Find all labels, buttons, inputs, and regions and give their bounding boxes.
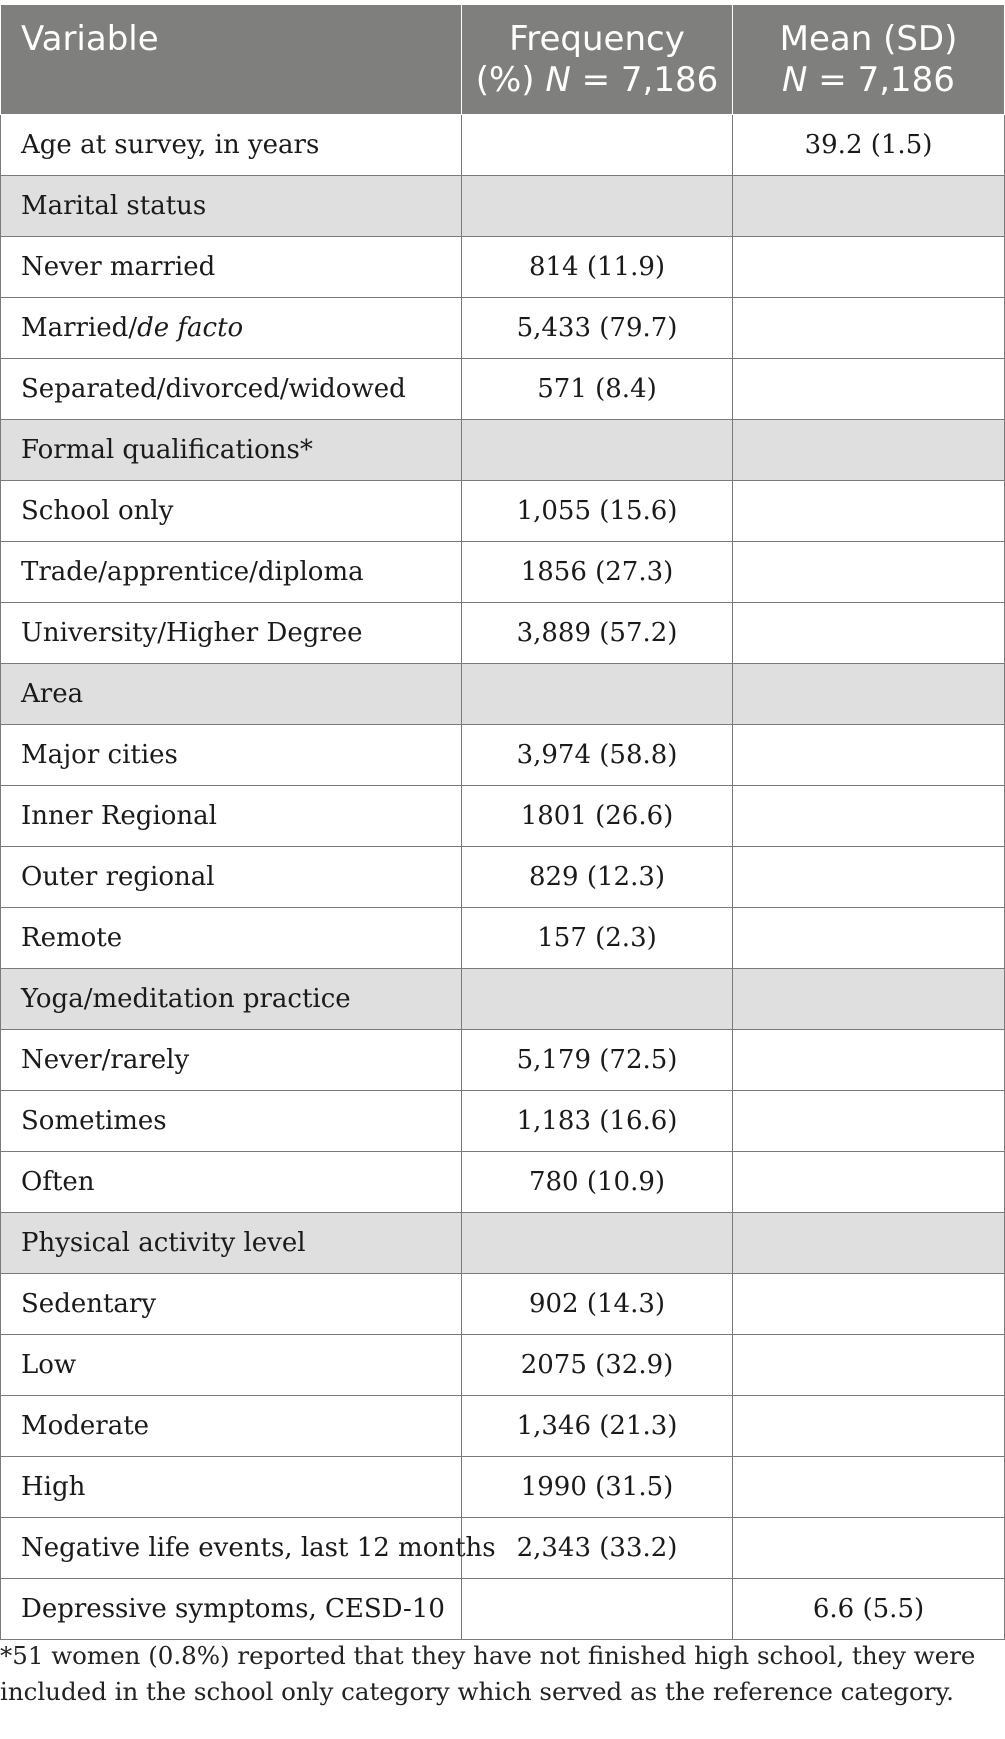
frequency-cell: 3,889 (57.2) [462,603,733,664]
row-label: Moderate [1,1396,462,1457]
frequency-cell: 1990 (31.5) [462,1457,733,1518]
mean-cell [733,1274,1005,1335]
frequency-cell: 571 (8.4) [462,359,733,420]
row-label: University/Higher Degree [1,603,462,664]
frequency-cell: 814 (11.9) [462,237,733,298]
frequency-cell [462,664,733,725]
header-mean [733,5,1005,115]
mean-cell [733,725,1005,786]
mean-cell [733,1091,1005,1152]
header-frequency-line1: Frequency [509,18,685,59]
header-frequency [462,5,733,115]
row-label [1,298,462,359]
row-label-text: Married/ [21,313,138,343]
row-label: Low [1,1335,462,1396]
row-label: Often [1,1152,462,1213]
table-row [1,1457,1005,1518]
table-row [1,1396,1005,1457]
frequency-cell: 1,055 (15.6) [462,481,733,542]
header-row [1,5,1005,115]
table-row [1,298,1005,359]
frequency-cell [462,1213,733,1274]
table-row [1,603,1005,664]
mean-cell [733,420,1005,481]
frequency-cell [462,176,733,237]
frequency-cell [462,969,733,1030]
frequency-cell: 2,343 (33.2) [462,1518,733,1579]
frequency-cell: 5,179 (72.5) [462,1030,733,1091]
header-frequency-n: N [545,59,571,100]
table-row [1,1579,1005,1640]
frequency-cell [462,420,733,481]
frequency-cell: 5,433 (79.7) [462,298,733,359]
table-row [1,115,1005,176]
mean-cell [733,481,1005,542]
frequency-cell: 1,346 (21.3) [462,1396,733,1457]
section-header-row [1,664,1005,725]
frequency-cell: 1,183 (16.6) [462,1091,733,1152]
header-frequency-line2a: (%) [475,59,546,100]
row-label: Never married [1,237,462,298]
section-label: Area [1,664,462,725]
table-row [1,542,1005,603]
row-label: Trade/apprentice/diploma [1,542,462,603]
mean-cell [733,908,1005,969]
table-row [1,1030,1005,1091]
section-label: Marital status [1,176,462,237]
frequency-cell: 902 (14.3) [462,1274,733,1335]
section-label: Formal qualifications* [1,420,462,481]
table-row [1,786,1005,847]
mean-cell: 6.6 (5.5) [733,1579,1005,1640]
table-row [1,359,1005,420]
row-label: Major cities [1,725,462,786]
mean-cell [733,542,1005,603]
table-row [1,1335,1005,1396]
table-row [1,237,1005,298]
data-table-container [0,4,1004,1640]
row-label: Depressive symptoms, CESD-10 [1,1579,462,1640]
mean-cell [733,1518,1005,1579]
header-variable [1,5,462,115]
table-row [1,1274,1005,1335]
mean-cell [733,969,1005,1030]
frequency-cell [462,1579,733,1640]
section-header-row [1,176,1005,237]
row-label-italic: de facto [137,313,244,343]
row-label: Remote [1,908,462,969]
header-variable-label: Variable [21,19,159,59]
header-frequency-line2b: = 7,186 [570,59,719,100]
mean-cell [733,1030,1005,1091]
mean-cell [733,176,1005,237]
mean-cell: 39.2 (1.5) [733,115,1005,176]
frequency-cell: 3,974 (58.8) [462,725,733,786]
mean-cell [733,603,1005,664]
mean-cell [733,237,1005,298]
table-row [1,1152,1005,1213]
section-label: Yoga/meditation practice [1,969,462,1030]
row-label: School only [1,481,462,542]
mean-cell [733,847,1005,908]
header-mean-n: N [782,59,808,100]
table-row [1,1091,1005,1152]
table-header [1,5,1005,115]
mean-cell [733,1396,1005,1457]
row-label: Inner Regional [1,786,462,847]
row-label: Sometimes [1,1091,462,1152]
mean-cell [733,1457,1005,1518]
row-label: Sedentary [1,1274,462,1335]
section-header-row [1,969,1005,1030]
row-label: Never/rarely [1,1030,462,1091]
mean-cell [733,1335,1005,1396]
table-footnote: *51 women (0.8%) reported that they have not finished high school, they were included in the school only category which served as the reference category. [0,1641,976,1706]
table-row [1,725,1005,786]
row-label: Negative life events, last 12 months [1,1518,462,1579]
table-row [1,908,1005,969]
frequency-cell: 157 (2.3) [462,908,733,969]
section-header-row [1,420,1005,481]
mean-cell [733,786,1005,847]
mean-cell [733,664,1005,725]
mean-cell [733,359,1005,420]
characteristics-table [0,4,1005,1640]
frequency-cell: 1801 (26.6) [462,786,733,847]
frequency-cell: 2075 (32.9) [462,1335,733,1396]
row-label: Age at survey, in years [1,115,462,176]
row-label: Outer regional [1,847,462,908]
section-label: Physical activity level [1,1213,462,1274]
frequency-cell: 1856 (27.3) [462,542,733,603]
table-row [1,1518,1005,1579]
table-body [1,115,1005,1640]
table-row [1,481,1005,542]
frequency-cell [462,115,733,176]
row-label: High [1,1457,462,1518]
frequency-cell: 780 (10.9) [462,1152,733,1213]
table-row [1,847,1005,908]
section-header-row [1,1213,1005,1274]
row-label: Separated/divorced/widowed [1,359,462,420]
mean-cell [733,298,1005,359]
mean-cell [733,1213,1005,1274]
frequency-cell: 829 (12.3) [462,847,733,908]
header-mean-line2b: = 7,186 [807,59,955,100]
mean-cell [733,1152,1005,1213]
header-mean-line1: Mean (SD) [779,18,958,59]
